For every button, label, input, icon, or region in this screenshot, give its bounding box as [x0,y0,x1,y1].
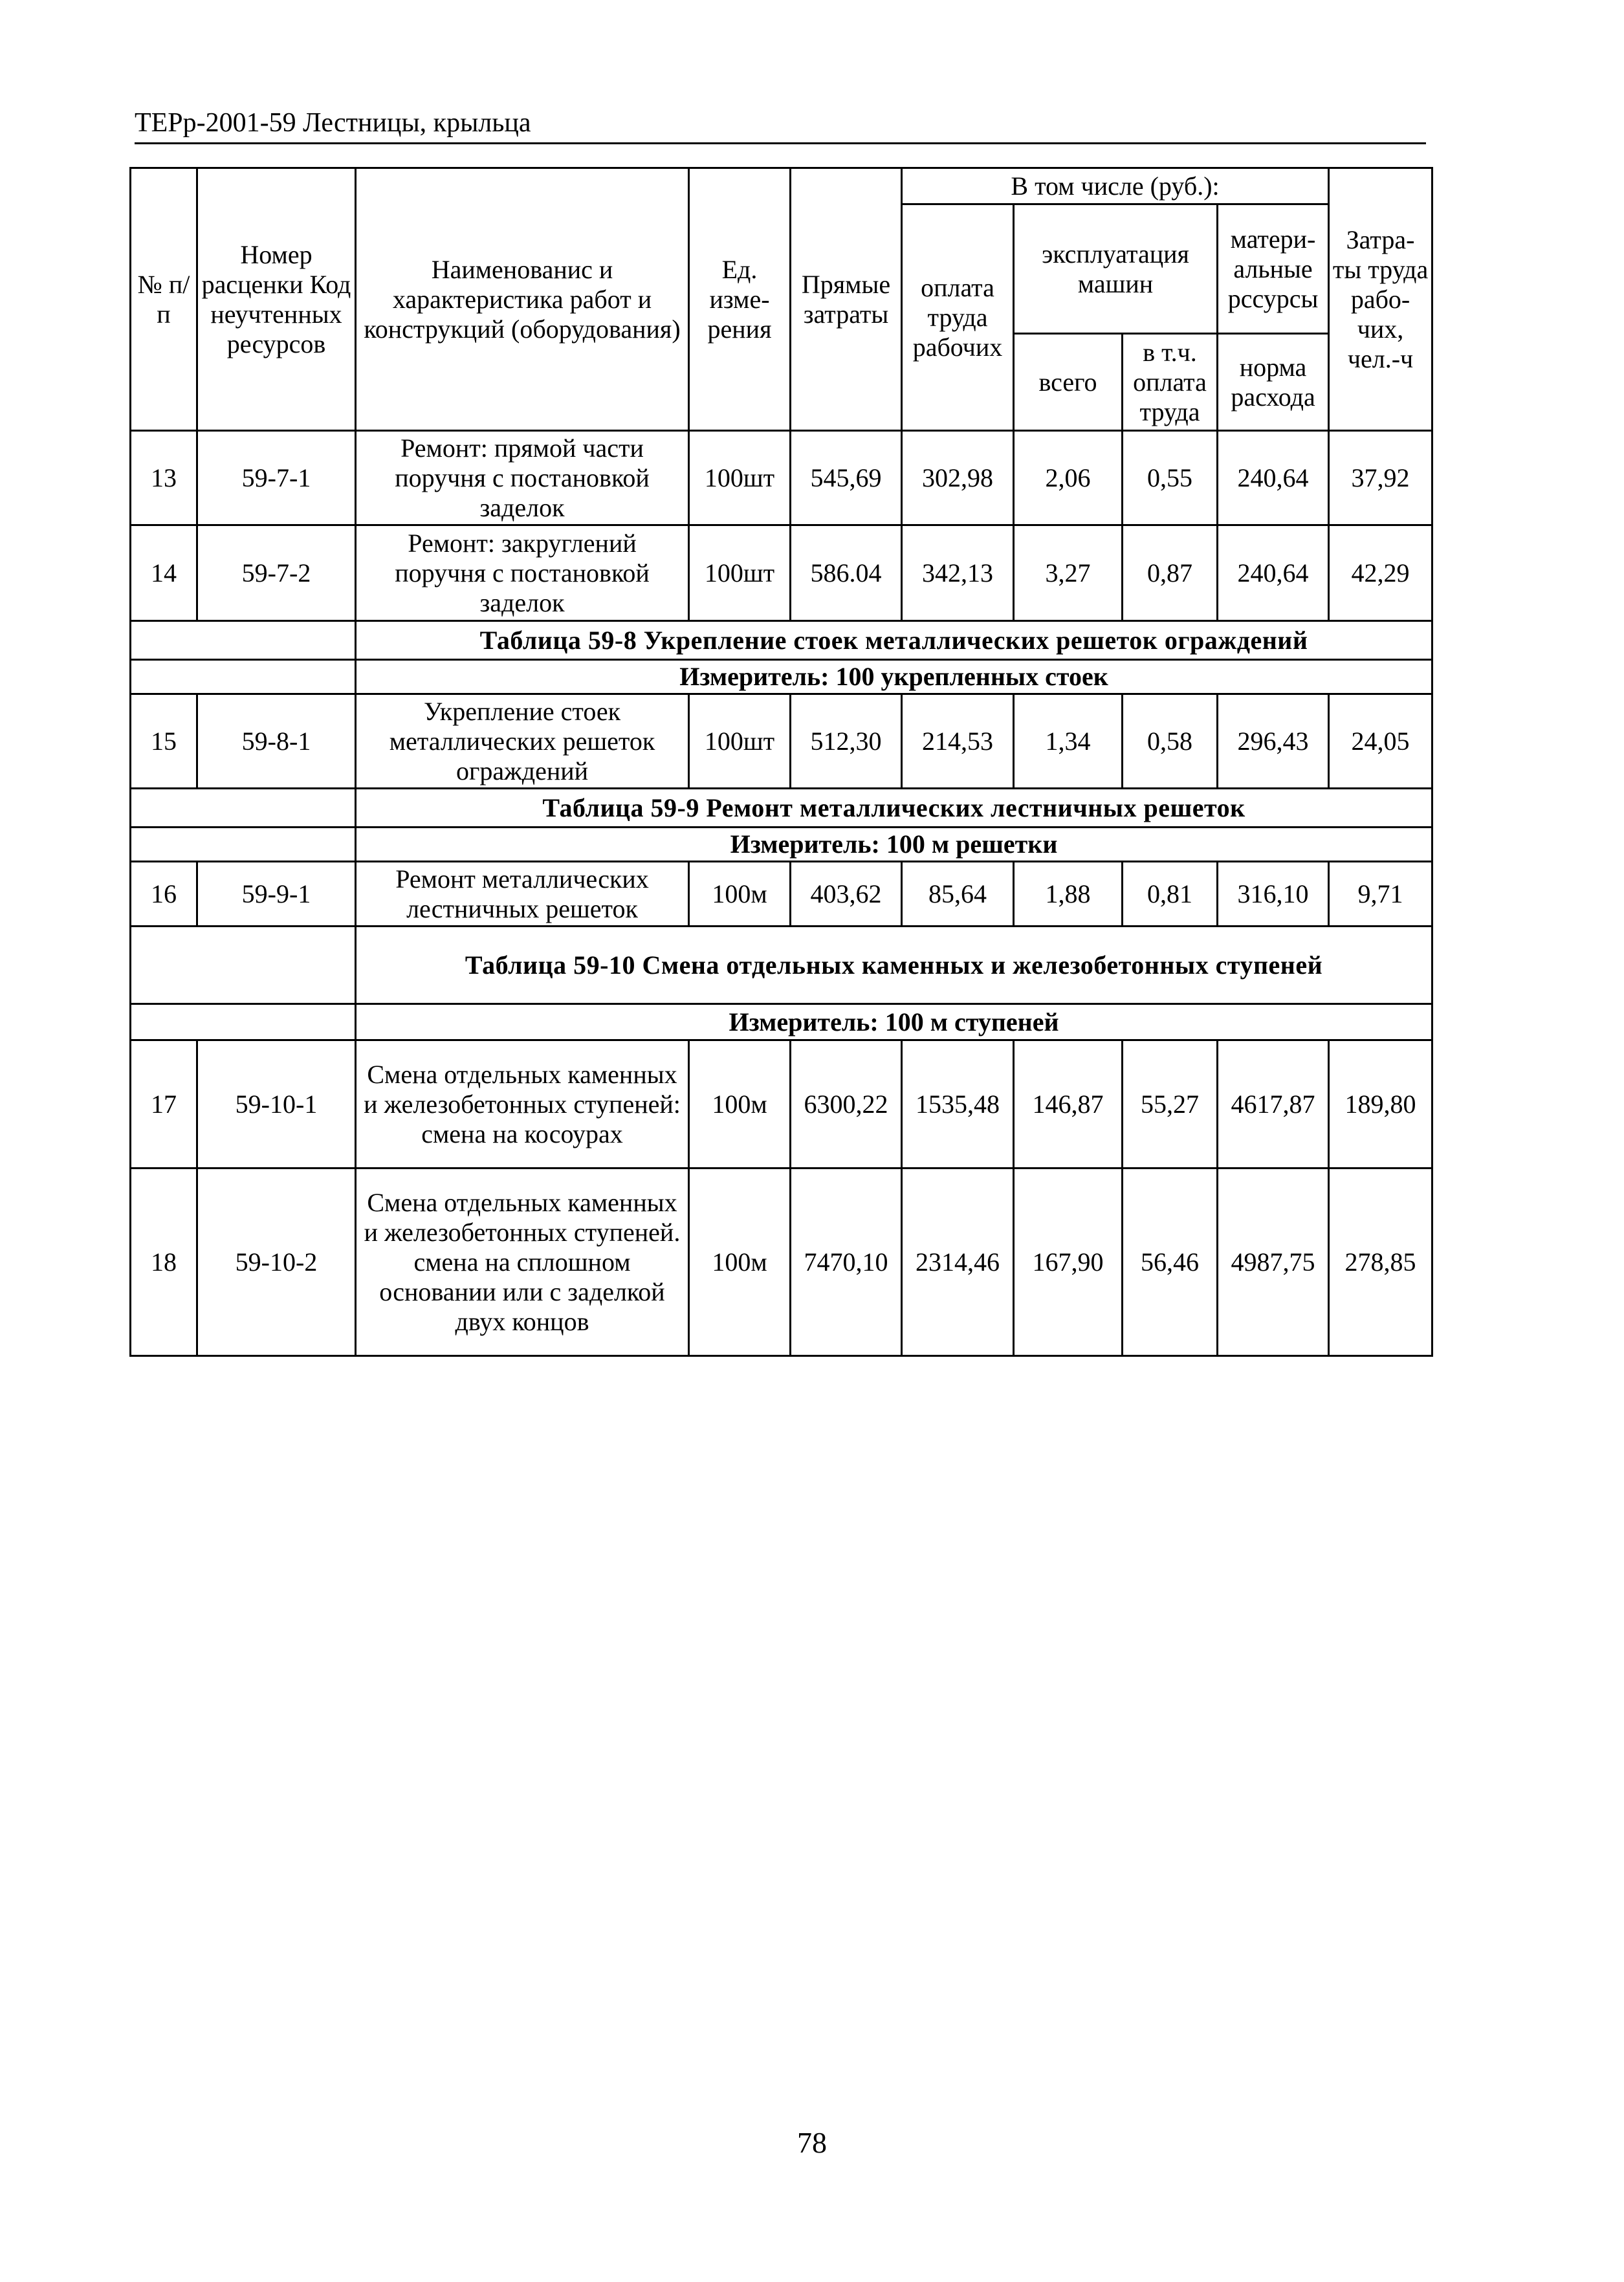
cell-machines-pay: 55,27 [1123,1040,1218,1168]
cell-unit: 100м [689,1168,791,1356]
cell-machines-pay: 0,58 [1123,694,1218,789]
spacer-cell [131,789,356,828]
section-measure-row [131,828,1432,862]
cell-code: 59-8-1 [197,694,356,789]
cell-machines-pay: 0,55 [1123,431,1218,525]
cell-labor-cost: 42,29 [1329,525,1432,621]
cell-labor-cost: 24,05 [1329,694,1432,789]
section-title-row [131,621,1432,660]
cell-num: 16 [131,862,197,927]
cell-machines-pay: 56,46 [1123,1168,1218,1356]
spacer-cell [131,621,356,660]
cell-machines-total: 3,27 [1014,525,1123,621]
cell-direct: 586.04 [791,525,902,621]
section-title: Таблица 59-10 Смена отдельных каменных и железобетонных ступеней [356,927,1432,1004]
cell-machines-total: 2,06 [1014,431,1123,525]
header-machines-pay: в т.ч. оплата труда [1123,334,1218,431]
header-unit: Ед. изме-рения [689,168,791,431]
cell-materials: 240,64 [1218,525,1329,621]
spacer-cell [131,660,356,694]
cell-labor-pay: 302,98 [902,431,1014,525]
cell-materials: 296,43 [1218,694,1329,789]
section-title: Таблица 59-8 Укрепление стоек металлических решеток ограждений [356,621,1432,660]
cell-unit: 100шт [689,694,791,789]
cell-name: Ремонт: закруглений поручня с постановкой заделок [356,525,689,621]
table-row [131,1168,1432,1356]
header-num: № п/п [131,168,197,431]
cell-num: 18 [131,1168,197,1356]
spacer-cell [131,1004,356,1040]
header-labor-pay: оплата труда рабочих [902,204,1014,431]
section-measure: Измеритель: 100 укрепленных стоек [356,660,1432,694]
cell-name: Ремонт металлических лестничных решеток [356,862,689,927]
header-name: Наименованис и характеристика работ и конструкций (оборудования) [356,168,689,431]
cell-name: Смена отдельных каменных и железобетонных ступеней. смена на сплошном основании или с заделкой двух концов [356,1168,689,1356]
cell-materials: 4987,75 [1218,1168,1329,1356]
cell-direct: 7470,10 [791,1168,902,1356]
cell-machines-total: 167,90 [1014,1168,1123,1356]
section-title: Таблица 59-9 Ремонт металлических лестничных решеток [356,789,1432,828]
cell-unit: 100шт [689,525,791,621]
cell-labor-pay: 2314,46 [902,1168,1014,1356]
header-machines: эксплуатация машин [1014,204,1218,334]
section-measure-row [131,1004,1432,1040]
header-including: В том числе (руб.): [902,168,1329,204]
cell-name: Ремонт: прямой части поручня с постановкой заделок [356,431,689,525]
cell-materials: 240,64 [1218,431,1329,525]
cell-machines-pay: 0,87 [1123,525,1218,621]
cell-code: 59-7-2 [197,525,356,621]
page-number: 78 [797,2126,827,2159]
cell-unit: 100шт [689,431,791,525]
table-row [131,694,1432,789]
cell-unit: 100м [689,862,791,927]
page-header: ТЕРр-2001-59 Лестницы, крыльца [135,106,1426,144]
cell-machines-total: 146,87 [1014,1040,1123,1168]
cell-code: 59-10-2 [197,1168,356,1356]
header-machines-total: всего [1014,334,1123,431]
cell-labor-cost: 189,80 [1329,1040,1432,1168]
cell-direct: 6300,22 [791,1040,902,1168]
cell-name: Укрепление стоек металлических решеток ограждений [356,694,689,789]
section-measure-row [131,660,1432,694]
cell-labor-cost: 9,71 [1329,862,1432,927]
spacer-cell [131,927,356,1004]
header-code: Номер расценки Код неучтенных ресурсов [197,168,356,431]
cell-labor-cost: 37,92 [1329,431,1432,525]
header-materials-norm: норма расхода [1218,334,1329,431]
cell-name: Смена отдельных каменных и железобетонных ступеней: смена на косоурах [356,1040,689,1168]
header-row-1 [131,168,1432,204]
cell-code: 59-7-1 [197,431,356,525]
header-materials: матери-альные рссурсы [1218,204,1329,334]
section-title-row [131,789,1432,828]
cell-num: 13 [131,431,197,525]
table-row [131,862,1432,927]
table-row [131,431,1432,525]
cell-labor-pay: 85,64 [902,862,1014,927]
cell-machines-total: 1,34 [1014,694,1123,789]
cell-materials: 316,10 [1218,862,1329,927]
table-row [131,525,1432,621]
cell-num: 17 [131,1040,197,1168]
header-direct: Прямые затраты [791,168,902,431]
rates-table [129,167,1433,1357]
section-measure: Измеритель: 100 м ступеней [356,1004,1432,1040]
cell-machines-pay: 0,81 [1123,862,1218,927]
cell-unit: 100м [689,1040,791,1168]
cell-materials: 4617,87 [1218,1040,1329,1168]
cell-direct: 403,62 [791,862,902,927]
cell-num: 15 [131,694,197,789]
cell-num: 14 [131,525,197,621]
cell-labor-pay: 1535,48 [902,1040,1014,1168]
cell-code: 59-10-1 [197,1040,356,1168]
cell-code: 59-9-1 [197,862,356,927]
cell-direct: 545,69 [791,431,902,525]
cell-labor-pay: 342,13 [902,525,1014,621]
section-title-row [131,927,1432,1004]
table-row [131,1040,1432,1168]
cell-labor-pay: 214,53 [902,694,1014,789]
spacer-cell [131,828,356,862]
section-measure: Измеритель: 100 м решетки [356,828,1432,862]
cell-machines-total: 1,88 [1014,862,1123,927]
cell-labor-cost: 278,85 [1329,1168,1432,1356]
header-labor-cost: Затра-ты труда рабо-чих, чел.-ч [1329,168,1432,431]
cell-direct: 512,30 [791,694,902,789]
